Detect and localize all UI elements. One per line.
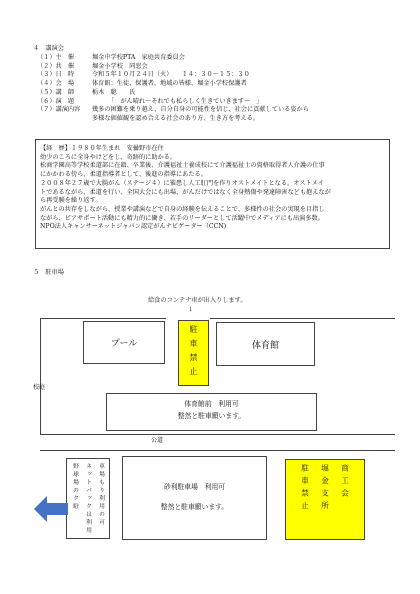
arrow-down-icon: ↓ — [188, 306, 194, 313]
lecture-row-venue — [37, 80, 309, 89]
gym-area — [216, 322, 315, 366]
profile-line: トであるながら、柔道を行い、全国大会にも出場、がんだけではなく全身熱傷や発達障害なども抱えなが — [40, 188, 331, 196]
lecture-row-value: 堀金小学校 同窓会 — [92, 62, 148, 70]
left-arrow-icon — [34, 496, 68, 522]
lecture-details — [37, 54, 309, 124]
lecture-row-label: （５）講 師 — [37, 88, 75, 96]
lecture-aim-line: 多様な価値観を認め合える社会のあり方、生き方を考える。 — [92, 114, 260, 122]
lecture-row-datetime — [37, 71, 309, 80]
lecture-heading: ４ 講演会 — [33, 45, 64, 52]
lecture-row-value: 「 がん晴れ～それでも私らしく生きていきます～ 」 — [108, 97, 263, 105]
lecture-row-value: 体育館：生徒、保護者、地域の皆様、堀金小学校保護者 — [92, 80, 247, 88]
net-back-parking-box — [66, 458, 110, 539]
no-parking-label: 駐車禁止 — [189, 325, 198, 381]
gym-front-parking-note: 整然と駐車願います。 — [177, 412, 246, 420]
vertical-text-column: 商工会 — [340, 464, 350, 502]
lecture-row-label: （７）講演内容 — [37, 106, 81, 114]
parking-heading: ５ 駐車場 — [33, 269, 64, 276]
school-boundary-left — [40, 318, 41, 435]
gym-label: 体育館 — [251, 340, 279, 351]
lecture-row-value: 堀金中学校PTA 家庭共育委員会 — [92, 54, 185, 61]
school-boundary-top-right — [210, 318, 395, 319]
school-yard-label: 校庭 — [33, 384, 46, 391]
public-road-label: 公道 — [151, 437, 164, 444]
vertical-text-column: 車場もり利用の可 — [97, 463, 104, 527]
lecture-row-value: 令和５年１０月２４日（火） １４：３０～１５：３０ — [92, 71, 250, 79]
speaker-profile-box — [35, 139, 390, 249]
lecture-aim-text — [92, 106, 309, 123]
lecture-row-label: （１）主 催 — [37, 54, 75, 61]
lecture-aim-line: 幾多の困難を乗り越え、自分自身の可能性を信じ、社会に貢献している姿から — [92, 106, 309, 114]
profile-line: NPO法人キャンサーネットジャパン認定がんナビゲーター（CCN) — [40, 223, 227, 231]
gravel-parking-status: 砂利駐車場 利用可 — [163, 483, 226, 491]
lecture-row-title — [37, 98, 309, 107]
gravel-parking — [122, 456, 267, 540]
vertical-text-column: 堀金支所 — [320, 464, 330, 514]
profile-line: ２００８年２７歳で大腸がん（ステージ４）に罹患し人工肛門を作りオストメイトとなる。オストメイ — [40, 179, 324, 187]
pool-area — [83, 321, 165, 364]
lecture-row-organizer — [37, 54, 309, 63]
no-parking-zone-branch — [285, 459, 365, 540]
lecture-row-label: （６）演 題 — [37, 97, 75, 105]
profile-line: 松商学園高等学校柔道部に在籍、卒業後、介護福祉士養成校にて介護福祉士の資格取得者人介護の仕事 — [40, 162, 325, 170]
gravel-parking-note: 整然と駐車願います。 — [160, 503, 229, 511]
lecture-row-label: （３）日 時 — [37, 71, 75, 79]
lecture-row-aim — [37, 106, 309, 123]
vertical-text-column: ネットバックは利用 — [84, 463, 91, 535]
road-line-bottom — [40, 450, 395, 451]
profile-line: 幼少のころに全身やけどをし、奇跡的に助かる。 — [40, 153, 177, 161]
profile-line: ながら、ピアサポート活動にも精力的に働き、若手のリーダーとして活躍中でメディアにも出演多数。 — [40, 214, 324, 222]
vertical-text-column: 野球場のク駐 — [71, 463, 78, 511]
lecture-row-label: （２）共 催 — [37, 62, 75, 70]
gym-front-parking — [106, 393, 317, 431]
lecture-row-speaker — [37, 89, 309, 98]
profile-line: ら再受験を繰り返す。 — [40, 197, 102, 205]
profile-line: がんとの共存をしながら、授業や講演などで自身の経験を伝えることで、多様性の社会の実現を目指し — [40, 205, 325, 213]
gym-front-parking-status: 体育館前 利用可 — [184, 400, 239, 408]
no-parking-zone-top — [178, 320, 209, 386]
road-line-top — [40, 434, 395, 435]
profile-line: にかかわる傍ら、柔道指導者として、後進の指導にあたる。 — [40, 171, 207, 179]
vertical-text-column: 駐車禁止 — [300, 464, 310, 514]
lecture-row-label: （４）会 場 — [37, 80, 75, 88]
school-boundary-top-left — [40, 318, 166, 319]
container-truck-note: 給食のコンテナ車が出入りします。 — [148, 297, 247, 304]
pool-label: プール — [110, 339, 138, 349]
profile-line: 【経 歴】１９８０年生まれ 安曇野市在住 — [40, 145, 164, 152]
lecture-row-value: 栃木 聡 氏 — [92, 88, 136, 96]
